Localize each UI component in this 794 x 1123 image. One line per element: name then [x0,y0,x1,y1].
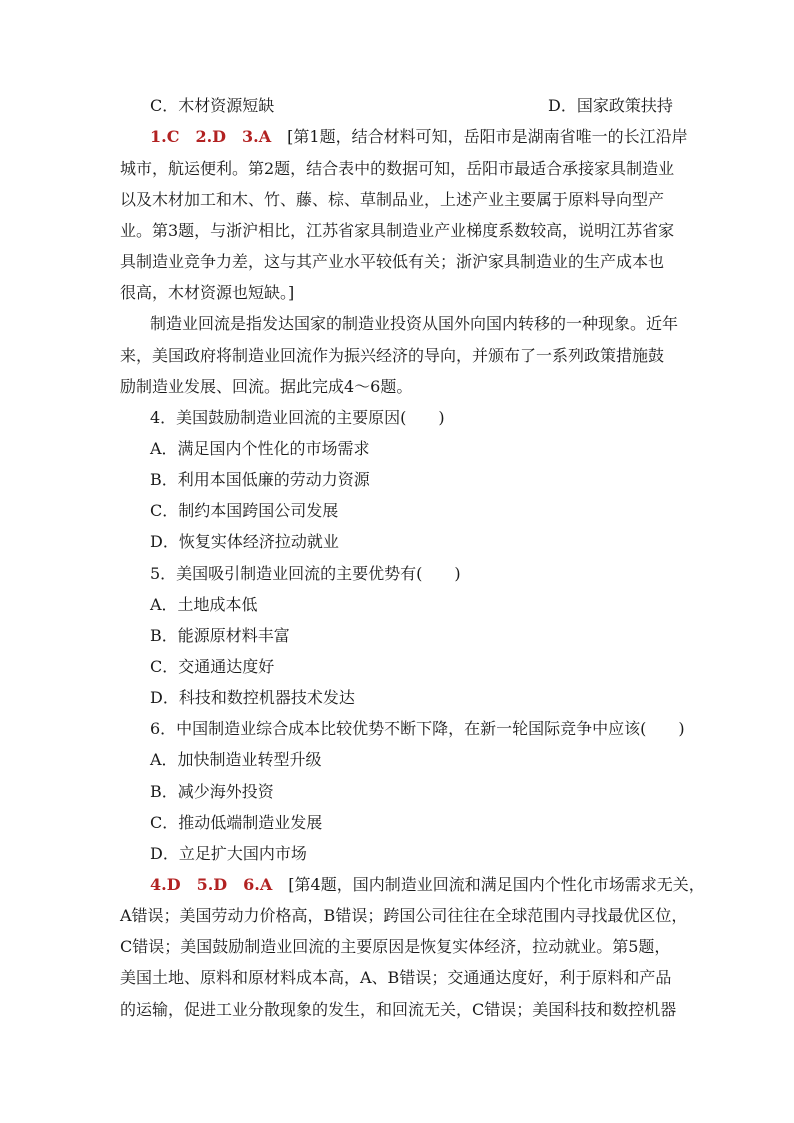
q5-option-d: D．科技和数控机器技术发达 [150,688,355,707]
q6-option-d: D．立足扩大国内市场 [150,844,307,863]
answer1-key: 1.C 2.D 3.A [150,127,272,146]
answer1-line-6: 很高，木材资源也短缺。] [120,283,295,302]
q4-stem: 4．美国鼓励制造业回流的主要原因( ) [150,408,445,427]
answer2-line-4: 美国土地、原料和原材料成本高，A、B错误；交通通达度好，利于原料和产品 [120,968,672,987]
q5-option-b: B．能源原材料丰富 [150,626,290,645]
q5-stem: 5．美国吸引制造业回流的主要优势有( ) [150,564,461,583]
answer1-line-3: 以及木材加工和木、竹、藤、棕、草制品业，上述产业主要属于原料导向型产 [120,190,665,209]
answer2-line-2: A错误；美国劳动力价格高，B错误；跨国公司往往在全球范围内寻找最优区位， [120,906,688,925]
passage-line-3: 励制造业发展、回流。据此完成4～6题。 [120,377,413,396]
answer2-line-5: 的运输，促进工业分散现象的发生，和回流无关，C错误；美国科技和数控机器 [120,1000,677,1019]
q4-option-b: B．利用本国低廉的劳动力资源 [150,470,370,489]
answer2-line-3: C错误；美国鼓励制造业回流的主要原因是恢复实体经济，拉动就业。第5题， [120,937,671,956]
q6-option-b: B．减少海外投资 [150,782,274,801]
q4-option-a: A．满足国内个性化的市场需求 [150,439,370,458]
q3-option-d: D．国家政策扶持 [548,96,673,115]
answer1-line-5: 具制造业竞争力差，这与其产业水平较低有关；浙沪家具制造业的生产成本也 [120,252,665,271]
passage-line-2: 来，美国政府将制造业回流作为振兴经济的导向，并颁布了一系列政策措施鼓 [120,346,665,365]
q6-stem: 6．中国制造业综合成本比较优势不断下降，在新一轮国际竞争中应该( ) [150,719,685,738]
answer1-line-4: 业。第3题，与浙沪相比，江苏省家具制造业产业梯度系数较高，说明江苏省家 [120,221,675,240]
answer2-key: 4.D 5.D 6.A [150,875,273,894]
q3-options-row [150,96,710,116]
answer2-line-1: 4.D 5.D 6.A [第4题，国内制造业回流和满足国内个性化市场需求无关， [150,875,705,894]
q4-option-c: C．制约本国跨国公司发展 [150,501,339,520]
q5-option-a: A．土地成本低 [150,595,258,614]
q3-option-c: C．木材资源短缺 [150,96,275,115]
q5-option-c: C．交通通达度好 [150,657,275,676]
answer1-line-1: 1.C 2.D 3.A [第1题，结合材料可知，岳阳市是湖南省唯一的长江沿岸 [150,127,688,146]
answer1-line-2: 城市，航运便利。第2题，结合表中的数据可知，岳阳市最适合承接家具制造业 [120,159,675,178]
passage-line-1: 制造业回流是指发达国家的制造业投资从国外向国内转移的一种现象。近年 [150,314,679,333]
q6-option-a: A．加快制造业转型升级 [150,750,322,769]
q4-option-d: D．恢复实体经济拉动就业 [150,532,339,551]
q6-option-c: C．推动低端制造业发展 [150,813,323,832]
